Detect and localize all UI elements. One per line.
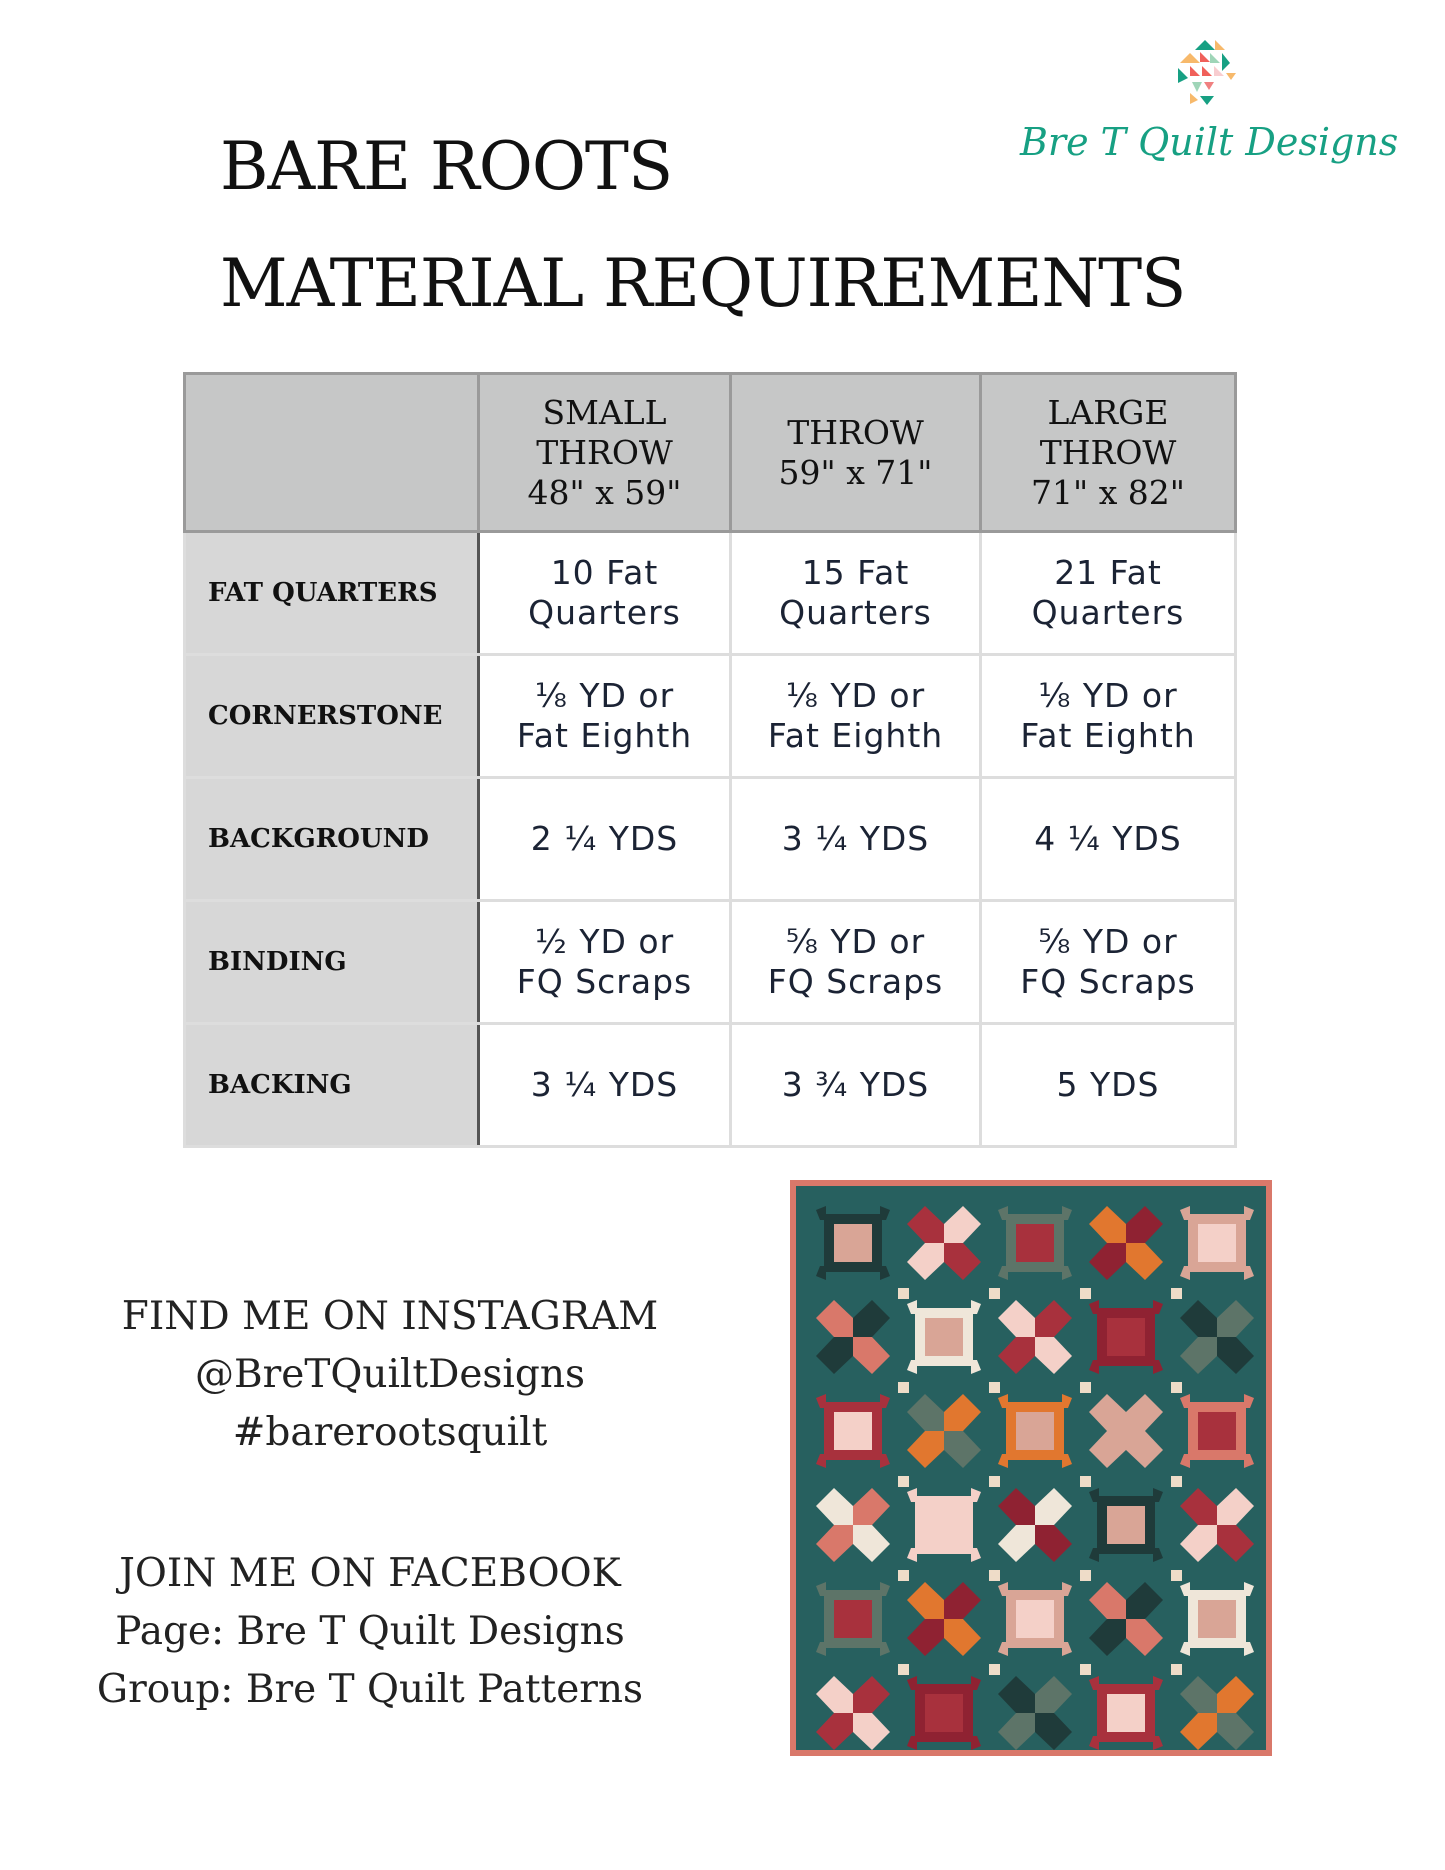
quilt-frame-block — [816, 1582, 890, 1656]
cell-line: Quarters — [1031, 593, 1185, 632]
table-header-row — [185, 374, 1236, 532]
quilt-x-block — [1180, 1300, 1254, 1374]
quilt-cornerstone — [989, 1288, 1000, 1299]
quilt-cornerstone — [898, 1382, 909, 1393]
cell-line: ⅝ YD or — [1038, 922, 1178, 961]
cell-line: 10 Fat — [550, 553, 659, 592]
quilt-frame-block — [1089, 1300, 1163, 1374]
table-row — [185, 778, 1236, 901]
quilt-frame-block — [816, 1394, 890, 1468]
row-label: CORNERSTONE — [185, 655, 479, 778]
quilt-frame-block — [1089, 1488, 1163, 1562]
quilt-frame-block — [998, 1394, 1072, 1468]
material-requirements-table — [183, 372, 1237, 1148]
quilt-cornerstone — [1080, 1570, 1091, 1581]
cell-line: 15 Fat — [801, 553, 910, 592]
table-cell — [479, 1024, 731, 1147]
quilt-image — [790, 1180, 1272, 1756]
header-large-throw: LARGE THROW 71" x 82" — [981, 374, 1236, 532]
table-cell — [731, 655, 981, 778]
quilt-frame-block — [907, 1676, 981, 1750]
quilt-x-block — [907, 1582, 981, 1656]
facebook-group: Group: Bre T Quilt Patterns — [96, 1667, 644, 1712]
quilt-cornerstone — [898, 1664, 909, 1675]
header-small-throw: SMALL THROW 48" x 59" — [479, 374, 731, 532]
quilt-cornerstone — [898, 1288, 909, 1299]
cell-line: 4 ¼ YDS — [1034, 819, 1182, 858]
logo-text: Bre T Quilt Designs — [1020, 120, 1399, 164]
cell-line: 21 Fat — [1054, 553, 1162, 592]
quilt-cornerstone — [1080, 1476, 1091, 1487]
table-row — [185, 901, 1236, 1024]
row-label: FAT QUARTERS — [185, 532, 479, 655]
table-cell — [981, 655, 1236, 778]
quilt-cornerstone — [1080, 1664, 1091, 1675]
quilt-cornerstone — [1171, 1288, 1182, 1299]
table-row — [185, 1024, 1236, 1147]
quilt-frame-block — [998, 1582, 1072, 1656]
quilt-triangles-logo-icon — [1170, 38, 1240, 108]
cell-line: Fat Eighth — [767, 716, 944, 755]
quilt-x-block — [998, 1300, 1072, 1374]
quilt-x-block — [1089, 1394, 1163, 1468]
title-line-1: BARE ROOTS — [220, 128, 673, 205]
quilt-cornerstone — [1080, 1382, 1091, 1393]
row-label: BACKING — [185, 1024, 479, 1147]
instagram-heading: FIND ME ON INSTAGRAM — [121, 1294, 659, 1339]
quilt-background — [796, 1186, 1266, 1750]
cell-line: Quarters — [528, 593, 681, 632]
table-cell — [981, 901, 1236, 1024]
quilt-x-block — [998, 1676, 1072, 1750]
cell-line: 3 ¼ YDS — [530, 1065, 679, 1104]
quilt-cornerstone — [1171, 1570, 1182, 1581]
cell-line: 2 ¼ YDS — [530, 819, 679, 858]
quilt-x-block — [907, 1206, 981, 1280]
quilt-cornerstone — [989, 1664, 1000, 1675]
facebook-page: Page: Bre T Quilt Designs — [115, 1609, 625, 1654]
cell-line: ⅛ YD or — [785, 676, 926, 715]
quilt-frame-block — [907, 1488, 981, 1562]
instagram-info — [90, 1288, 690, 1462]
instagram-hashtag: #barerootsquilt — [232, 1410, 548, 1455]
quilt-frame-block — [816, 1206, 890, 1280]
quilt-cornerstone — [1171, 1476, 1182, 1487]
table-cell — [479, 532, 731, 655]
cell-line: ⅛ YD or — [1038, 676, 1178, 715]
quilt-frame-block — [1180, 1206, 1254, 1280]
cell-line: ½ YD or — [534, 922, 675, 961]
instagram-handle: @BreTQuiltDesigns — [194, 1352, 586, 1397]
quilt-cornerstone — [1171, 1664, 1182, 1675]
quilt-frame-block — [1180, 1582, 1254, 1656]
header-throw: THROW 59" x 71" — [731, 374, 981, 532]
quilt-x-block — [1089, 1582, 1163, 1656]
cell-line: Fat Eighth — [1020, 716, 1196, 755]
table-cell — [479, 901, 731, 1024]
quilt-cornerstone — [898, 1570, 909, 1581]
cell-line: 3 ¾ YDS — [781, 1065, 930, 1104]
cell-line: FQ Scraps — [516, 962, 693, 1001]
facebook-heading: JOIN ME ON FACEBOOK — [119, 1551, 621, 1596]
cell-line: Fat Eighth — [516, 716, 693, 755]
quilt-x-block — [1089, 1206, 1163, 1280]
table-cell — [479, 655, 731, 778]
cell-line: 5 YDS — [1056, 1065, 1160, 1104]
quilt-cornerstone — [989, 1476, 1000, 1487]
cell-line: FQ Scraps — [767, 962, 944, 1001]
quilt-cornerstone — [1171, 1382, 1182, 1393]
table-cell — [731, 532, 981, 655]
quilt-frame-block — [998, 1206, 1072, 1280]
quilt-frame-block — [1180, 1394, 1254, 1468]
quilt-x-block — [998, 1488, 1072, 1562]
table-cell — [981, 1024, 1236, 1147]
cell-line: FQ Scraps — [1020, 962, 1196, 1001]
header-empty — [185, 374, 479, 532]
quilt-cornerstone — [989, 1570, 1000, 1581]
title-line-2: MATERIAL REQUIREMENTS — [220, 245, 1186, 322]
table-cell — [731, 901, 981, 1024]
quilt-cornerstone — [989, 1382, 1000, 1393]
quilt-cornerstone — [1080, 1288, 1091, 1299]
table-cell — [981, 778, 1236, 901]
cell-line: 3 ¼ YDS — [781, 819, 930, 858]
cell-line: ⅛ YD or — [534, 676, 675, 715]
quilt-x-block — [1180, 1488, 1254, 1562]
cell-line: ⅝ YD or — [785, 922, 926, 961]
quilt-x-block — [816, 1300, 890, 1374]
quilt-frame-block — [1089, 1676, 1163, 1750]
quilt-x-block — [816, 1676, 890, 1750]
brand-logo — [1020, 38, 1399, 188]
quilt-x-block — [907, 1394, 981, 1468]
table-cell — [479, 778, 731, 901]
table-row — [185, 532, 1236, 655]
table-cell — [981, 532, 1236, 655]
table-cell — [731, 778, 981, 901]
row-label: BINDING — [185, 901, 479, 1024]
cell-line: Quarters — [779, 593, 932, 632]
quilt-frame-block — [907, 1300, 981, 1374]
table-row — [185, 655, 1236, 778]
quilt-x-block — [1180, 1676, 1254, 1750]
table-cell — [731, 1024, 981, 1147]
row-label: BACKGROUND — [185, 778, 479, 901]
quilt-x-block — [816, 1488, 890, 1562]
facebook-info — [70, 1545, 670, 1719]
quilt-cornerstone — [898, 1476, 909, 1487]
